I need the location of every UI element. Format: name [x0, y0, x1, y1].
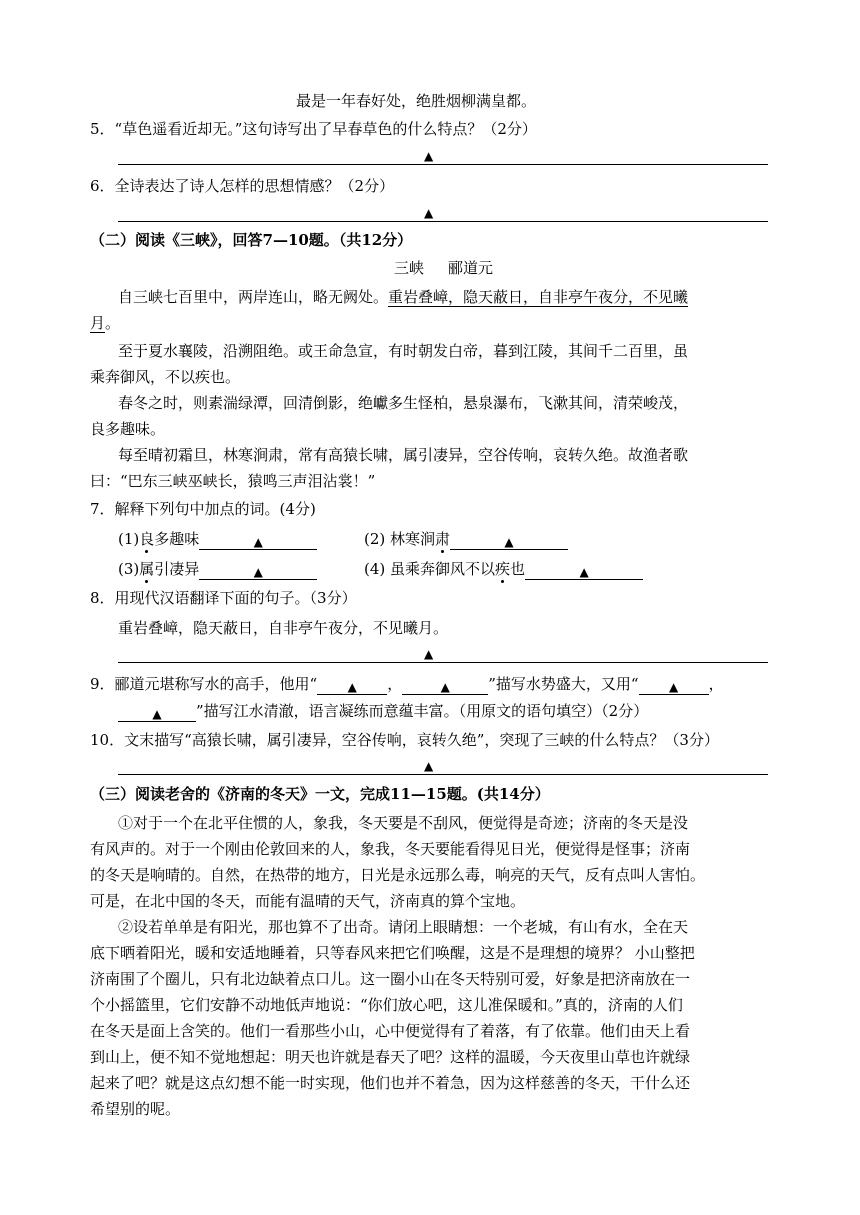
q7-item-1-num: (1) [118, 530, 140, 548]
question-9-line2 [118, 700, 648, 722]
answer-mark: ▲ [424, 206, 434, 220]
answer-line-10[interactable] [118, 774, 768, 775]
answer-mark: ▲ [424, 149, 434, 163]
s3-line: 济南围了个圈儿，只有北边缺着点口儿。这一圈小山在冬天特别可爱，好象是把济南放在一 [90, 970, 691, 988]
answer-mark: ▲ [253, 565, 263, 579]
passage-p3-line2: 良多趣味。 [90, 420, 166, 438]
q7-item-2-text: (2) 林寒涧 [364, 530, 436, 548]
passage-p1-a: 自三峡七百里中，两岸连山，略无阙处。 [118, 288, 389, 306]
question-9-line1 [90, 673, 724, 695]
answer-line-6[interactable] [118, 221, 768, 222]
question-8: 8．用现代汉语翻译下面的句子。（3分） [90, 589, 357, 607]
answer-mark: ▲ [253, 535, 263, 549]
q7-item-4-end: 也 [510, 560, 526, 578]
answer-blank[interactable] [118, 703, 196, 722]
answer-mark: ▲ [347, 680, 357, 694]
dotted-word: 肃 [435, 530, 451, 548]
passage-p2-line1: 至于夏水襄陵，沿溯阻绝。或王命急宣，有时朝发白帝，暮到江陵，其间千二百里，虽 [118, 342, 689, 360]
passage-author: 郦道元 [448, 259, 494, 277]
answer-mark: ▲ [424, 647, 434, 661]
answer-blank[interactable] [317, 676, 387, 695]
q7-item-3 [118, 558, 317, 580]
answer-blank[interactable] [199, 531, 317, 550]
s3-line: 在冬天是面上含笑的。他们一看那些小山，心中便觉得有了着落，有了依靠。他们由天上看 [90, 1022, 691, 1040]
q9-text-end: ”描写江水清澈，语言凝练而意蕴丰富。（用原文的语句填空）（2分） [196, 702, 649, 720]
passage-title-text: 三峡 [394, 259, 425, 277]
q7-item-2 [364, 528, 568, 550]
question-6: 6．全诗表达了诗人怎样的思想情感？（2分） [90, 177, 395, 195]
passage-p1-d: 。 [105, 314, 121, 332]
s3-line: 底下晒着阳光，暖和安适地睡着，只等春风来把它们唤醒，这是不是理想的境界？ 小山整把 [90, 944, 695, 962]
s3-line: 可是，在北中国的冬天，而能有温晴的天气，济南真的算个宝地。 [90, 892, 526, 910]
dotted-word: 良 [139, 530, 155, 548]
q9-comma: ， [708, 675, 724, 693]
passage-p4-line1: 每至晴初霜旦，林寒涧肃，常有高猿长啸，属引凄异，空谷传响，哀转久绝。故渔者歌 [118, 446, 689, 464]
s3-line: 希望别的呢。 [90, 1100, 181, 1118]
s3-line: 起来了吧？就是这点幻想不能一时实现，他们也并不着急，因为这样慈善的冬天，干什么还 [90, 1074, 691, 1092]
answer-blank[interactable] [525, 561, 643, 580]
passage-p1-line2 [90, 312, 120, 334]
passage-title [394, 257, 493, 279]
answer-mark: ▲ [152, 707, 162, 721]
answer-line-5[interactable] [118, 164, 768, 165]
q7-item-1 [118, 528, 317, 550]
passage-p1-line1 [118, 286, 688, 308]
poem-last-line: 最是一年春好处，绝胜烟柳满皇都。 [296, 92, 537, 110]
answer-mark: ▲ [504, 535, 514, 549]
q9-comma: ， [387, 675, 403, 693]
dotted-word: 疾 [495, 560, 511, 578]
answer-mark: ▲ [668, 680, 679, 694]
answer-mark: ▲ [424, 759, 434, 773]
section-2-heading: （二）阅读《三峡》，回答7—10题。（共12分） [90, 231, 413, 249]
passage-p4-line2: 曰：“巴东三峡巫峡长，猿鸣三声泪沾裳！” [90, 472, 376, 490]
q9-text-a: 9．郦道元堪称写水的高手，他用“ [90, 675, 318, 693]
q9-text-c: ”描写水势盛大，又用“ [488, 675, 639, 693]
q7-item-3-num: (3) [118, 560, 140, 578]
q7-item-1-text: 多趣味 [154, 530, 200, 548]
question-10: 10．文末描写“高猿长啸，属引凄异，空谷传响，哀转久绝”，突现了三峡的什么特点？（3分） [90, 731, 719, 749]
s3-line: 个小摇篮里，它们安静不动地低声地说：“你们放心吧，这儿准保暖和。”真的，济南的人们 [90, 996, 683, 1014]
q7-item-3-text: 引凄异 [154, 560, 200, 578]
dotted-word: 属 [139, 560, 155, 578]
s3-line: ②设若单单是有阳光，那也算不了出奇。请闭上眼睛想：一个老城，有山有水，全在天 [118, 918, 689, 936]
q7-item-4-text: (4) 虽乘奔御风不以 [364, 560, 496, 578]
question-7: 7．解释下列句中加点的词。(4分) [90, 500, 316, 518]
q8-sentence: 重岩叠嶂，隐天蔽日，自非亭午夜分，不见曦月。 [118, 619, 449, 637]
answer-blank[interactable] [450, 531, 568, 550]
passage-p2-line2: 乘奔御风，不以疾也。 [90, 368, 241, 386]
q7-item-4 [364, 558, 643, 580]
answer-blank[interactable] [639, 676, 709, 695]
answer-blank[interactable] [402, 676, 488, 695]
answer-line-8[interactable] [118, 662, 768, 663]
section-3-heading: （三）阅读老舍的《济南的冬天》一文，完成11—15题。(共14分） [90, 785, 550, 803]
question-5: 5．“草色遥看近却无。”这句诗写出了早春草色的什么特点？（2分） [90, 120, 537, 138]
answer-mark: ▲ [440, 680, 450, 694]
s3-line: ①对于一个在北平住惯的人，象我，冬天要是不刮风，便觉得是奇迹；济南的冬天是没 [118, 814, 689, 832]
answer-blank[interactable] [199, 561, 317, 580]
s3-line: 的冬天是响晴的。自然，在热带的地方，日光是永远那么毒，响亮的天气，反有点叫人害怕。 [90, 866, 706, 884]
underlined-sentence: 重岩叠嶂，隐天蔽日，自非亭午夜分，不见曦 [388, 288, 689, 306]
passage-p3-line1: 春冬之时，则素湍绿潭，回清倒影，绝巘多生怪柏，悬泉瀑布，飞漱其间，清荣峻茂， [118, 394, 689, 412]
s3-line: 有风声的。对于一个刚由伦敦回来的人，象我，冬天要能看得见日光，便觉得是怪事；济南 [90, 840, 691, 858]
s3-line: 到山上，便不知不觉地想起：明天也许就是春天了吧？这样的温暖，今天夜里山草也许就绿 [90, 1048, 691, 1066]
underlined-sentence-end: 月 [90, 314, 106, 332]
answer-mark: ▲ [579, 565, 589, 579]
